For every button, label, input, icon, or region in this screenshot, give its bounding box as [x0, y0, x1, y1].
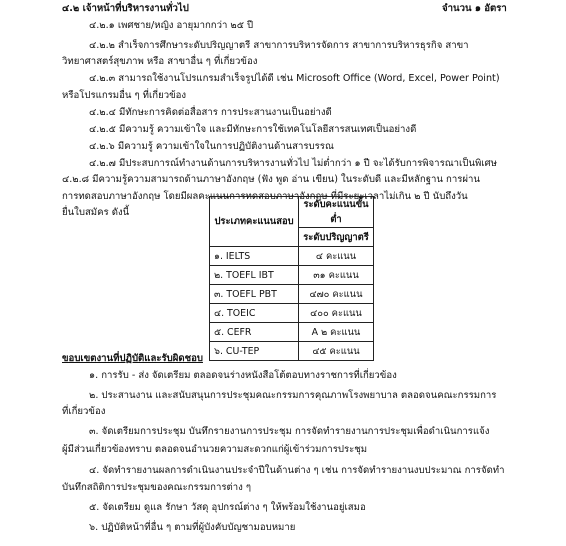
qualification-line: ๔.๒.๗ มีประสบการณ์ทำงานด้านการบริหารงานทั่วไป ไม่ต่ำกว่า ๑ ปี จะได้รับการพิจารณาเป็นพิเศษ — [89, 158, 497, 169]
score-table — [209, 196, 374, 361]
qualification-line: การทดสอบภาษาอังกฤษ โดยมีผลคะแนนการทดสอบภาษาอังกฤษ ที่มีระยะเวลาไม่เกิน ๒ ปี นับถึงวัน — [62, 191, 468, 202]
table-header-degree-level: ระดับปริญญาตรี — [299, 228, 374, 247]
table-cell-test-type: ๓. TOEFL PBT — [210, 285, 299, 304]
table-row — [210, 304, 374, 323]
table-cell-score: ๔ คะแนน — [299, 247, 374, 266]
table-cell-score: ๔๗๐ คะแนน — [299, 285, 374, 304]
section-title: ๔.๒ เจ้าหน้าที่บริหารงานทั่วไป — [62, 3, 189, 14]
qualification-line: วิทยาศาสตร์สุขภาพ หรือ สาขาอื่น ๆ ที่เกี่ยวข้อง — [62, 56, 258, 67]
table-header-min-score: ระดับคะแนนขั้นต่ำ — [299, 197, 374, 228]
scope-line: ผู้มีส่วนเกี่ยวข้องทราบ ตลอดจนอำนวยความสะดวกแก่ผู้เข้าร่วมการประชุม — [62, 444, 368, 455]
table-row — [210, 342, 374, 361]
qualification-line: หรือโปรแกรมอื่น ๆ ที่เกี่ยวข้อง — [62, 90, 187, 101]
scope-line: ๓. จัดเตรียมการประชุม บันทึกรายงานการประชุม การจัดทำรายงานการประชุมเพื่อดำเนินการแจ้ง — [89, 426, 490, 437]
table-header-test-type: ประเภทคะแนนสอบ — [210, 197, 299, 247]
table-row — [210, 247, 374, 266]
table-cell-score: A ๒ คะแนน — [299, 323, 374, 342]
table-cell-score: ๓๑ คะแนน — [299, 266, 374, 285]
table-row — [210, 285, 374, 304]
scope-line: ๑. การรับ - ส่ง จัดเตรียม ตลอดจนร่างหนังสือโต้ตอบทางราชการที่เกี่ยวข้อง — [89, 370, 397, 381]
table-row — [210, 266, 374, 285]
qualification-line: ๔.๒.๒ สำเร็จการศึกษาระดับปริญญาตรี สาขาการบริหารจัดการ สาขาการบริหารธุรกิจ สาขา — [89, 40, 469, 51]
table-row — [210, 323, 374, 342]
position-count: จำนวน ๑ อัตรา — [442, 3, 507, 14]
scope-line: ๕. จัดเตรียม ดูแล รักษา วัสดุ อุปกรณ์ต่าง ๆ ให้พร้อมใช้งานอยู่เสมอ — [89, 502, 366, 513]
qualification-line: ๔.๒.๖ มีความรู้ ความเข้าใจในการปฏิบัติงานด้านสารบรรณ — [89, 141, 334, 152]
table-cell-score: ๔๐๐ คะแนน — [299, 304, 374, 323]
table-cell-test-type: ๑. IELTS — [210, 247, 299, 266]
qualification-line: ๔.๒.๕ มีความรู้ ความเข้าใจ และมีทักษะการใช้เทคโนโลยีสารสนเทศเป็นอย่างดี — [89, 124, 417, 135]
table-cell-test-type: ๕. CEFR — [210, 323, 299, 342]
table-cell-test-type: ๖. CU-TEP — [210, 342, 299, 361]
table-cell-score: ๔๕ คะแนน — [299, 342, 374, 361]
scope-line: ที่เกี่ยวข้อง — [62, 406, 106, 417]
scope-line: ๔. จัดทำรายงานผลการดำเนินงานประจำปีในด้านต่าง ๆ เช่น การจัดทำรายงานงบประมาณ การจัดทำ — [89, 465, 505, 476]
qualification-line: ๔.๒.๘ มีความรู้ความสามารถด้านภาษาอังกฤษ (ฟัง พูด อ่าน เขียน) ในระดับดี และมีหลักฐาน การผ่าน — [62, 174, 480, 185]
scope-heading: ขอบเขตงานที่ปฏิบัติและรับผิดชอบ — [62, 353, 203, 364]
qualification-line: ๔.๒.๑ เพศชาย/หญิง อายุมากกว่า ๒๕ ปี — [89, 20, 254, 31]
scope-line: ๖. ปฏิบัติหน้าที่อื่น ๆ ตามที่ผู้บังคับบัญชามอบหมาย — [89, 522, 296, 533]
table-cell-test-type: ๒. TOEFL IBT — [210, 266, 299, 285]
scope-line: ๒. ประสานงาน และสนับสนุนการประชุมคณะกรรมการคุณภาพโรงพยาบาล ตลอดจนคณะกรรมการ — [89, 390, 497, 401]
qualification-line: ๔.๒.๓ สามารถใช้งานโปรแกรมสำเร็จรูปได้ดี เช่น Microsoft Office (Word, Excel, Power Point) — [89, 73, 500, 84]
table-cell-test-type: ๔. TOEIC — [210, 304, 299, 323]
scope-line: บันทึกสถิติการประชุมของคณะกรรมการต่าง ๆ — [62, 482, 252, 493]
qualification-line: ยื่นใบสมัคร ดังนี้ — [62, 207, 130, 218]
qualification-line: ๔.๒.๔ มีทักษะการคิดต่อสื่อสาร การประสานงานเป็นอย่างดี — [89, 107, 332, 118]
table-header-row — [210, 197, 374, 228]
